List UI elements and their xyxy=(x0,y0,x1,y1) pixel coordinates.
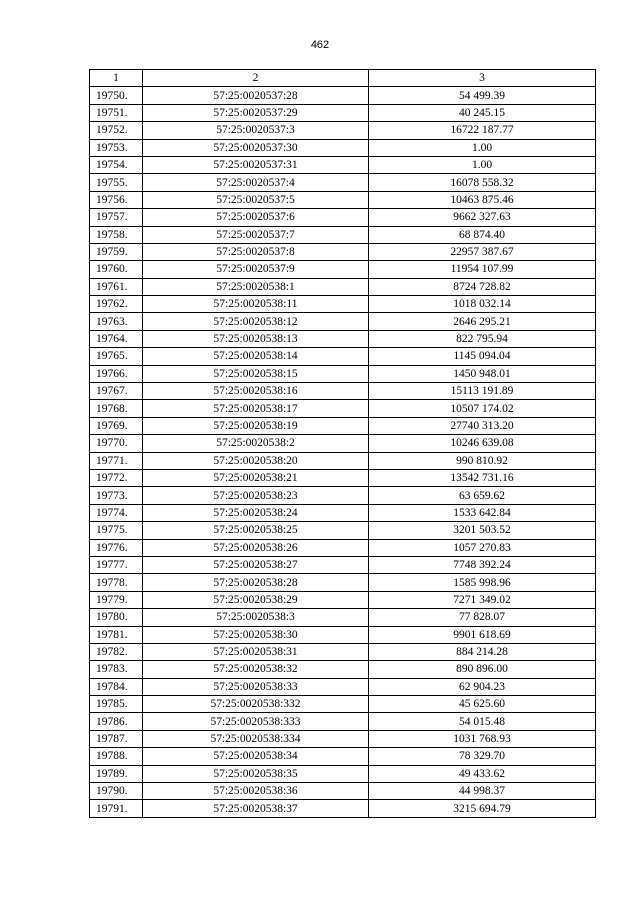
table-row xyxy=(90,261,596,278)
row-number-cell: 19787. xyxy=(90,730,143,747)
value-cell: 1018 032.14 xyxy=(369,296,596,313)
value-cell: 884 214.28 xyxy=(369,643,596,660)
row-number-cell: 19767. xyxy=(90,383,143,400)
row-number-cell: 19768. xyxy=(90,400,143,417)
row-number-cell: 19779. xyxy=(90,591,143,608)
table-row xyxy=(90,713,596,730)
cadastral-number-cell: 57:25:0020538:333 xyxy=(143,713,369,730)
value-cell: 8724 728.82 xyxy=(369,278,596,295)
cadastral-number-cell: 57:25:0020538:26 xyxy=(143,539,369,556)
row-number-cell: 19781. xyxy=(90,626,143,643)
value-cell: 1057 270.83 xyxy=(369,539,596,556)
value-cell: 63 659.62 xyxy=(369,487,596,504)
row-number-cell: 19757. xyxy=(90,209,143,226)
value-cell: 990 810.92 xyxy=(369,452,596,469)
cadastral-number-cell: 57:25:0020538:29 xyxy=(143,591,369,608)
cadastral-number-cell: 57:25:0020537:5 xyxy=(143,191,369,208)
cadastral-number-cell: 57:25:0020538:32 xyxy=(143,661,369,678)
row-number-cell: 19761. xyxy=(90,278,143,295)
table-row xyxy=(90,209,596,226)
value-cell: 15113 191.89 xyxy=(369,383,596,400)
cadastral-value-table xyxy=(89,69,596,818)
value-cell: 9662 327.63 xyxy=(369,209,596,226)
table-row xyxy=(90,191,596,208)
cadastral-number-cell: 57:25:0020538:20 xyxy=(143,452,369,469)
row-number-cell: 19760. xyxy=(90,261,143,278)
value-cell: 822 795.94 xyxy=(369,330,596,347)
column-header-row-number: 1 xyxy=(90,70,143,87)
cadastral-number-cell: 57:25:0020537:7 xyxy=(143,226,369,243)
table-row xyxy=(90,556,596,573)
table-row xyxy=(90,626,596,643)
table-row xyxy=(90,278,596,295)
cadastral-number-cell: 57:25:0020538:3 xyxy=(143,609,369,626)
row-number-cell: 19759. xyxy=(90,243,143,260)
row-number-cell: 19785. xyxy=(90,696,143,713)
value-cell: 68 874.40 xyxy=(369,226,596,243)
row-number-cell: 19791. xyxy=(90,800,143,817)
table-row xyxy=(90,313,596,330)
table-row xyxy=(90,522,596,539)
cadastral-number-cell: 57:25:0020538:17 xyxy=(143,400,369,417)
value-cell: 44 998.37 xyxy=(369,783,596,800)
row-number-cell: 19762. xyxy=(90,296,143,313)
value-cell: 78 329.70 xyxy=(369,748,596,765)
table-row xyxy=(90,539,596,556)
cadastral-number-cell: 57:25:0020538:37 xyxy=(143,800,369,817)
cadastral-number-cell: 57:25:0020538:31 xyxy=(143,643,369,660)
row-number-cell: 19754. xyxy=(90,156,143,173)
value-cell: 7748 392.24 xyxy=(369,556,596,573)
table-header-row xyxy=(90,70,596,87)
row-number-cell: 19780. xyxy=(90,609,143,626)
cadastral-number-cell: 57:25:0020537:3 xyxy=(143,122,369,139)
row-number-cell: 19750. xyxy=(90,87,143,104)
row-number-cell: 19789. xyxy=(90,765,143,782)
row-number-cell: 19752. xyxy=(90,122,143,139)
value-cell: 45 625.60 xyxy=(369,696,596,713)
table-row xyxy=(90,748,596,765)
table-row xyxy=(90,487,596,504)
table-body xyxy=(90,87,596,817)
value-cell: 16722 187.77 xyxy=(369,122,596,139)
value-cell: 54 499.39 xyxy=(369,87,596,104)
row-number-cell: 19784. xyxy=(90,678,143,695)
cadastral-number-cell: 57:25:0020538:35 xyxy=(143,765,369,782)
cadastral-number-cell: 57:25:0020538:332 xyxy=(143,696,369,713)
cadastral-number-cell: 57:25:0020537:8 xyxy=(143,243,369,260)
value-cell: 16078 558.32 xyxy=(369,174,596,191)
value-cell: 49 433.62 xyxy=(369,765,596,782)
table-row xyxy=(90,765,596,782)
table-row xyxy=(90,609,596,626)
cadastral-number-cell: 57:25:0020538:36 xyxy=(143,783,369,800)
row-number-cell: 19777. xyxy=(90,556,143,573)
table-row xyxy=(90,783,596,800)
cadastral-number-cell: 57:25:0020538:14 xyxy=(143,348,369,365)
table-row xyxy=(90,243,596,260)
value-cell: 1450 948.01 xyxy=(369,365,596,382)
row-number-cell: 19773. xyxy=(90,487,143,504)
row-number-cell: 19769. xyxy=(90,417,143,434)
table-row xyxy=(90,678,596,695)
cadastral-number-cell: 57:25:0020538:30 xyxy=(143,626,369,643)
table-row xyxy=(90,226,596,243)
row-number-cell: 19786. xyxy=(90,713,143,730)
cadastral-number-cell: 57:25:0020538:27 xyxy=(143,556,369,573)
value-cell: 77 828.07 xyxy=(369,609,596,626)
value-cell: 11954 107.99 xyxy=(369,261,596,278)
cadastral-number-cell: 57:25:0020538:33 xyxy=(143,678,369,695)
cadastral-number-cell: 57:25:0020537:28 xyxy=(143,87,369,104)
table-row xyxy=(90,330,596,347)
row-number-cell: 19783. xyxy=(90,661,143,678)
cadastral-number-cell: 57:25:0020538:24 xyxy=(143,504,369,521)
value-cell: 27740 313.20 xyxy=(369,417,596,434)
cadastral-number-cell: 57:25:0020537:30 xyxy=(143,139,369,156)
row-number-cell: 19763. xyxy=(90,313,143,330)
cadastral-number-cell: 57:25:0020538:2 xyxy=(143,435,369,452)
cadastral-number-cell: 57:25:0020538:12 xyxy=(143,313,369,330)
table-row xyxy=(90,417,596,434)
row-number-cell: 19782. xyxy=(90,643,143,660)
table-row xyxy=(90,661,596,678)
row-number-cell: 19790. xyxy=(90,783,143,800)
row-number-cell: 19778. xyxy=(90,574,143,591)
table-row xyxy=(90,383,596,400)
value-cell: 62 904.23 xyxy=(369,678,596,695)
cadastral-number-cell: 57:25:0020538:21 xyxy=(143,469,369,486)
table-row xyxy=(90,122,596,139)
value-cell: 2646 295.21 xyxy=(369,313,596,330)
cadastral-number-cell: 57:25:0020538:16 xyxy=(143,383,369,400)
row-number-cell: 19775. xyxy=(90,522,143,539)
value-cell: 1.00 xyxy=(369,156,596,173)
value-cell: 10463 875.46 xyxy=(369,191,596,208)
value-cell: 1.00 xyxy=(369,139,596,156)
table-row xyxy=(90,504,596,521)
cadastral-number-cell: 57:25:0020538:28 xyxy=(143,574,369,591)
value-cell: 10246 639.08 xyxy=(369,435,596,452)
row-number-cell: 19771. xyxy=(90,452,143,469)
row-number-cell: 19765. xyxy=(90,348,143,365)
table-row xyxy=(90,574,596,591)
table-row xyxy=(90,696,596,713)
cadastral-number-cell: 57:25:0020537:6 xyxy=(143,209,369,226)
table-row xyxy=(90,296,596,313)
cadastral-number-cell: 57:25:0020538:34 xyxy=(143,748,369,765)
cadastral-number-cell: 57:25:0020538:1 xyxy=(143,278,369,295)
row-number-cell: 19766. xyxy=(90,365,143,382)
table-row xyxy=(90,469,596,486)
value-cell: 9901 618.69 xyxy=(369,626,596,643)
value-cell: 13542 731.16 xyxy=(369,469,596,486)
cadastral-number-cell: 57:25:0020537:29 xyxy=(143,104,369,121)
row-number-cell: 19770. xyxy=(90,435,143,452)
value-cell: 3201 503.52 xyxy=(369,522,596,539)
row-number-cell: 19774. xyxy=(90,504,143,521)
cadastral-number-cell: 57:25:0020537:31 xyxy=(143,156,369,173)
row-number-cell: 19776. xyxy=(90,539,143,556)
page-number: 462 xyxy=(310,39,330,51)
table-row xyxy=(90,452,596,469)
row-number-cell: 19753. xyxy=(90,139,143,156)
cadastral-number-cell: 57:25:0020538:23 xyxy=(143,487,369,504)
table-row xyxy=(90,156,596,173)
row-number-cell: 19755. xyxy=(90,174,143,191)
cadastral-number-cell: 57:25:0020538:13 xyxy=(143,330,369,347)
row-number-cell: 19772. xyxy=(90,469,143,486)
value-cell: 40 245.15 xyxy=(369,104,596,121)
cadastral-number-cell: 57:25:0020538:25 xyxy=(143,522,369,539)
table-row xyxy=(90,400,596,417)
table-row xyxy=(90,435,596,452)
row-number-cell: 19758. xyxy=(90,226,143,243)
row-number-cell: 19764. xyxy=(90,330,143,347)
table-row xyxy=(90,139,596,156)
value-cell: 7271 349.02 xyxy=(369,591,596,608)
value-cell: 1533 642.84 xyxy=(369,504,596,521)
value-cell: 1585 998.96 xyxy=(369,574,596,591)
table-row xyxy=(90,643,596,660)
cadastral-number-cell: 57:25:0020537:4 xyxy=(143,174,369,191)
value-cell: 54 015.48 xyxy=(369,713,596,730)
table-row xyxy=(90,87,596,104)
cadastral-number-cell: 57:25:0020538:334 xyxy=(143,730,369,747)
cadastral-number-cell: 57:25:0020538:19 xyxy=(143,417,369,434)
row-number-cell: 19751. xyxy=(90,104,143,121)
value-cell: 10507 174.02 xyxy=(369,400,596,417)
row-number-cell: 19788. xyxy=(90,748,143,765)
table-row xyxy=(90,800,596,817)
value-cell: 22957 387.67 xyxy=(369,243,596,260)
table-row xyxy=(90,104,596,121)
cadastral-number-cell: 57:25:0020537:9 xyxy=(143,261,369,278)
column-header-cadastral-number: 2 xyxy=(143,70,369,87)
table-row xyxy=(90,174,596,191)
table-row xyxy=(90,591,596,608)
value-cell: 1031 768.93 xyxy=(369,730,596,747)
row-number-cell: 19756. xyxy=(90,191,143,208)
table-row xyxy=(90,730,596,747)
cadastral-number-cell: 57:25:0020538:15 xyxy=(143,365,369,382)
value-cell: 890 896.00 xyxy=(369,661,596,678)
column-header-value: 3 xyxy=(369,70,596,87)
table-row xyxy=(90,348,596,365)
cadastral-number-cell: 57:25:0020538:11 xyxy=(143,296,369,313)
value-cell: 3215 694.79 xyxy=(369,800,596,817)
table-row xyxy=(90,365,596,382)
value-cell: 1145 094.04 xyxy=(369,348,596,365)
